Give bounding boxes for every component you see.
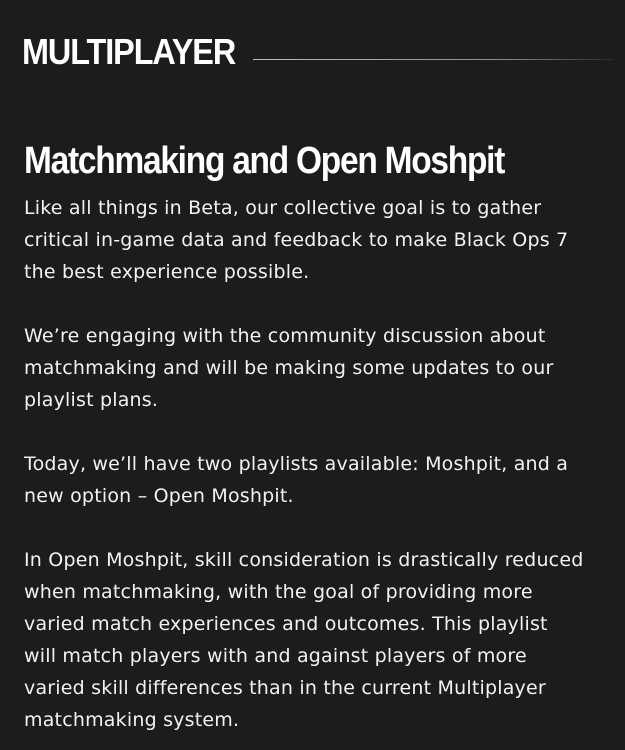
paragraph-1: Like all things in Beta, our collective goal is to gather critical in-game data and feedback to make Black Ops 7 the best experience possible. <box>24 197 569 283</box>
section-header <box>22 26 612 78</box>
section-title: MULTIPLAYER <box>22 31 236 72</box>
article <box>24 138 604 750</box>
paragraph-2: We’re engaging with the community discussion about matchmaking and will be making some updates to our playlist plans. <box>24 325 554 411</box>
article-heading: Matchmaking and Open Moshpit <box>24 140 505 182</box>
paragraph-3: Today, we’ll have two playlists available: Moshpit, and a new option – Open Moshpit. <box>24 453 569 507</box>
paragraph-4: In Open Moshpit, skill consideration is drastically reduced when matchmaking, with the goal of providing more varied match experiences and outcomes. This playlist will match players with and against players of more varied skill differences than in the current Multiplayer matchmaking system. <box>24 549 584 731</box>
section-divider <box>253 59 612 60</box>
article-body <box>24 192 604 736</box>
